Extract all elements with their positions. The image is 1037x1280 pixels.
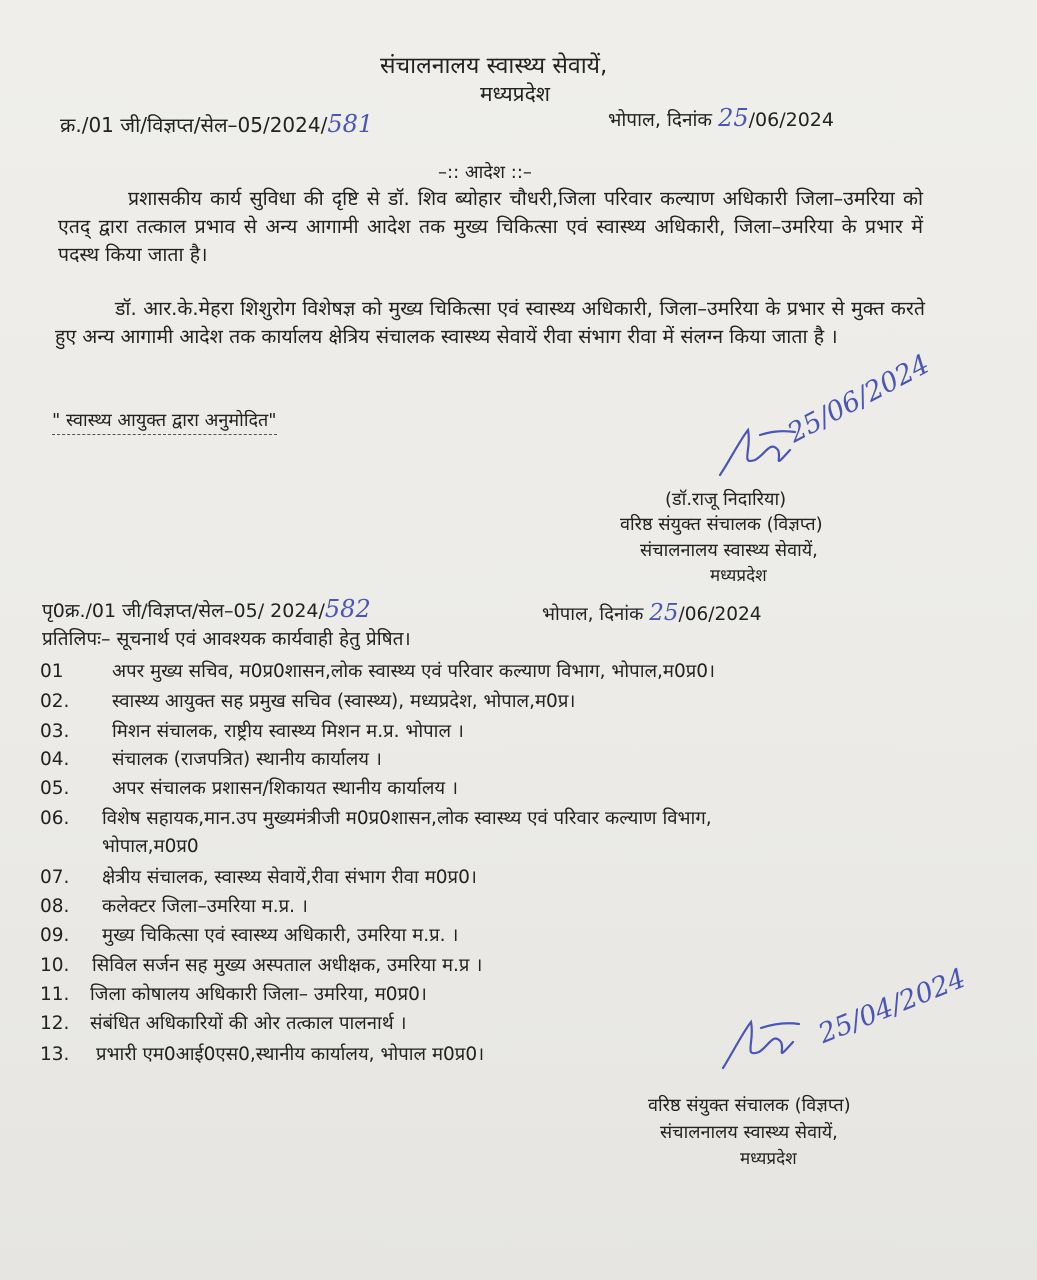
list-item: 12. संबंधित अधिकारियों की ओर तत्काल पालनार्थ । [40,1013,407,1034]
list-item: 06. विशेष सहायक,मान.उप मुख्यमंत्रीजी म0प्र0शासन,लोक स्वास्थ्य एवं परिवार कल्याण विभाग, [40,808,712,829]
copy-place-date-prefix: भोपाल, दिनांक [542,604,644,625]
order-paragraph-2: डॉ. आर.के.मेहरा शिशुरोग विशेषज्ञ को मुख्य चिकित्सा एवं स्वास्थ्य अधिकारी, जिला–उमरिया के प्रभार से मुक्त करते हुए अन्य आगामी आदेश तक कार्यालय क्षेत्रिय संचालक स्वास्थ्य सेवायें रीवा संभाग रीवा में संलग्न किया जाता है । [55,297,925,348]
signature-1-date: 25/06/2024 [782,348,935,450]
order-place-date-prefix: भोपाल, दिनांक [608,109,713,131]
signature-1-state: मध्यप्रदेश [710,566,767,586]
order-date [608,104,834,132]
list-item: 07. क्षेत्रीय संचालक, स्वास्थ्य सेवायें,रीवा संभाग रीवा म0प्र0। [40,867,477,888]
signature-1-name: (डॉ.राजू निदारिया) [665,489,787,510]
order-ref-handwritten: 581 [327,110,374,138]
approval-note: " स्वास्थ्य आयुक्त द्वारा अनुमोदित" [52,408,277,435]
copy-ref-number: पृ0क्र./01 जी/विज्ञप्त/सेल–05/ 2024/ [42,600,325,622]
order-reference [60,110,373,138]
list-item: 13. प्रभारी एम0आई0एस0,स्थानीय कार्यालय, भोपाल म0प्र0। [40,1044,485,1065]
list-item: 05. अपर संचालक प्रशासन/शिकायत स्थानीय कार्यालय । [40,778,458,799]
order-paragraph-1: प्रशासकीय कार्य सुविधा की दृष्टि से डॉ. शिव ब्योहार चौधरी,जिला परिवार कल्याण अधिकारी जिला–उमरिया को एतद् द्वारा तत्काल प्रभाव से अन्य आगामी आदेश तक मुख्य चिकित्सा एवं स्वास्थ्य अधिकारी, जिला–उमरिया के प्रभार में पदस्थ किया जाता है। [58,187,923,266]
signature-2-date: 25/04/2024 [814,962,971,1050]
list-item: 04. संचालक (राजपत्रित) स्थानीय कार्यालय । [40,749,382,770]
copy-date [542,600,762,626]
list-item: 10. सिविल सर्जन सह मुख्य अस्पताल अधीक्षक, उमरिया म.प्र । [40,955,483,976]
order-date-rest: /06/2024 [748,109,834,131]
copy-date-rest: /06/2024 [678,604,762,625]
signature-2-scribble [715,1010,825,1080]
office-heading: संचालनालय स्वास्थ्य सेवायें, [380,53,608,79]
copy-date-day: 25 [649,600,679,626]
list-item: 11. जिला कोषालय अधिकारी जिला– उमरिया, म0प्र0। [40,984,427,1005]
list-item: 02. स्वास्थ्य आयुक्त सह प्रमुख सचिव (स्वास्थ्य), मध्यप्रदेश, भोपाल,म0प्र। [40,691,576,712]
signature-1-designation: वरिष्ठ संयुक्त संचालक (विज्ञप्त) [620,514,823,535]
signature-2-state: मध्यप्रदेश [740,1149,797,1169]
signature-2-office: संचालनालय स्वास्थ्य सेवायें, [660,1122,838,1143]
signature-1-office: संचालनालय स्वास्थ्य सेवायें, [640,540,818,561]
list-item: 03. मिशन संचालक, राष्ट्रीय स्वास्थ्य मिशन म.प्र. भोपाल । [40,721,464,742]
list-item: 08. कलेक्टर जिला–उमरिया म.प्र. । [40,896,308,917]
signature-2-designation: वरिष्ठ संयुक्त संचालक (विज्ञप्त) [648,1095,851,1116]
order-date-day: 25 [718,104,749,132]
list-item: भोपाल,म0प्र0 [102,836,199,857]
copy-intro: प्रतिलिपः– सूचनार्थ एवं आवश्यक कार्यवाही हेतु प्रेषित। [42,628,411,650]
order-ref-number: क्र./01 जी/विज्ञप्त/सेल–05/2024/ [60,113,328,137]
list-item: 09. मुख्य चिकित्सा एवं स्वास्थ्य अधिकारी, उमरिया म.प्र. । [40,925,459,946]
copy-reference [42,595,371,623]
order-title: –:: आदेश ::– [438,162,532,183]
state-heading: मध्यप्रदेश [480,82,551,106]
copy-ref-handwritten: 582 [324,595,371,623]
list-item: 01 अपर मुख्य सचिव, म0प्र0शासन,लोक स्वास्थ्य एवं परिवार कल्याण विभाग, भोपाल,म0प्र0। [40,661,716,682]
